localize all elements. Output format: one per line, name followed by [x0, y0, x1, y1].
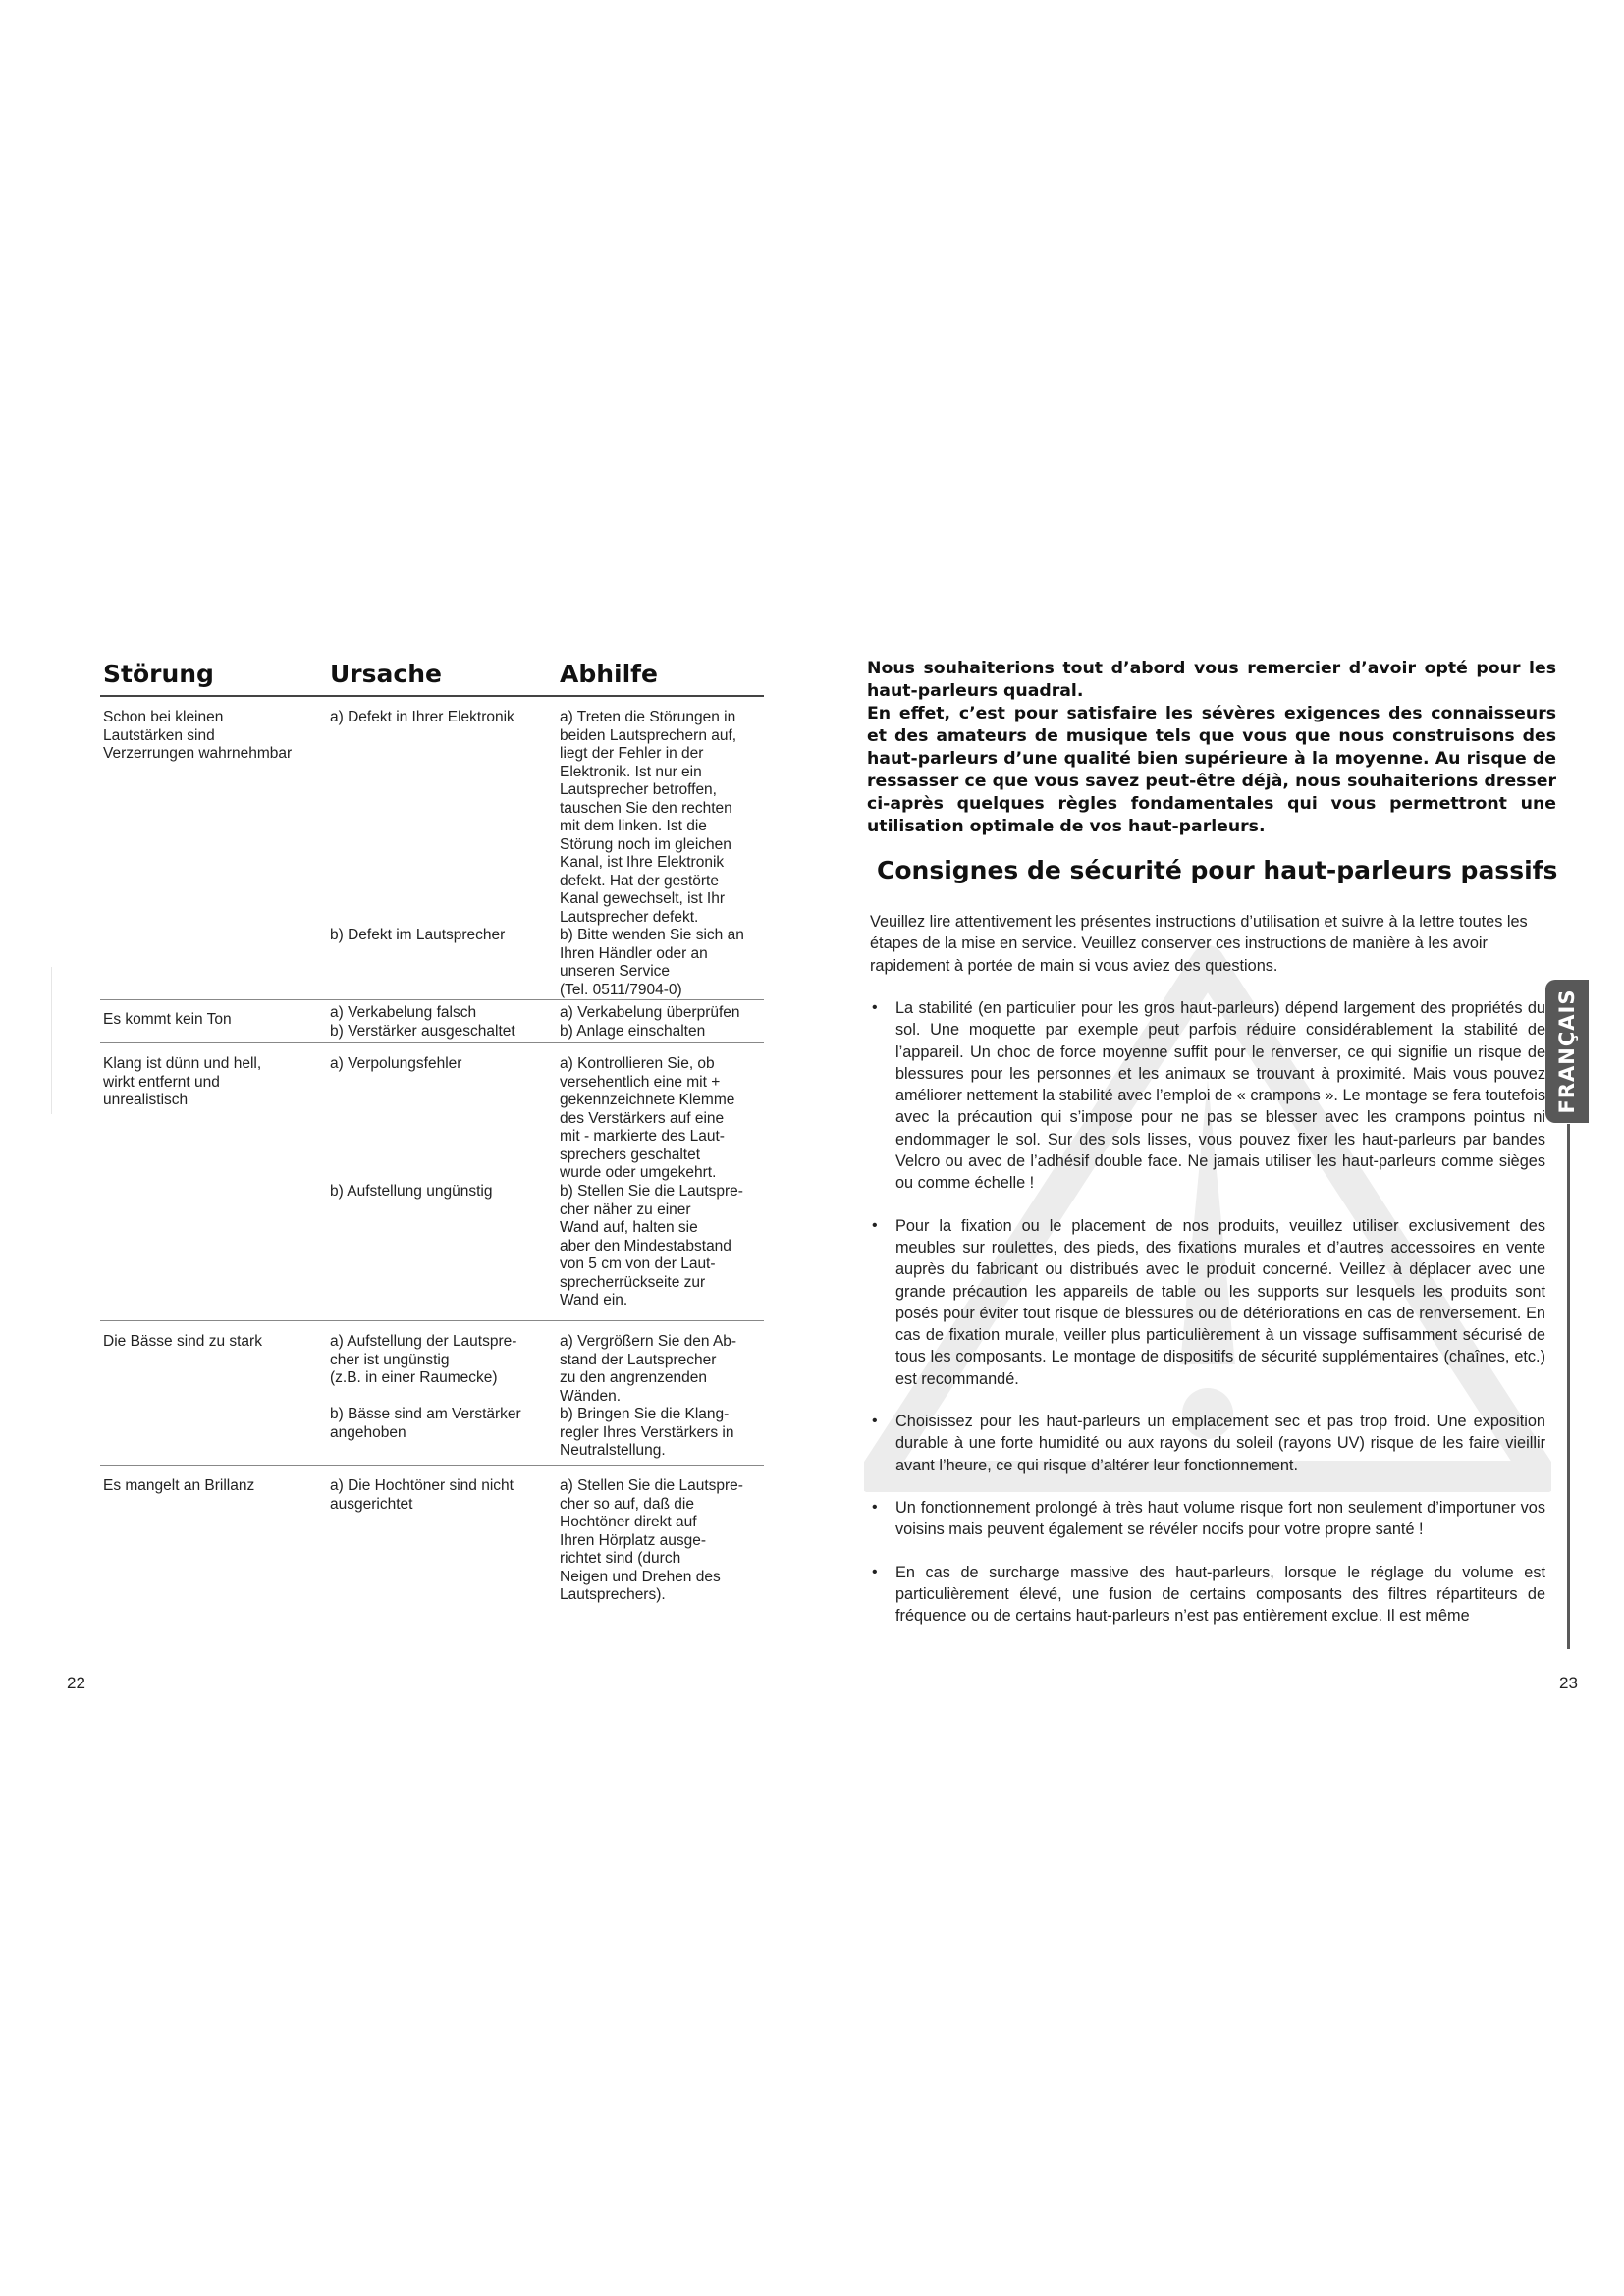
language-tab-label: FRANÇAIS [1555, 988, 1579, 1114]
language-tab [1545, 980, 1589, 1123]
table-row [100, 697, 764, 1000]
list-item [870, 1215, 1545, 1390]
list-item [870, 1497, 1545, 1541]
list-item [870, 1562, 1545, 1628]
symptom-cell: Klang ist dünn und hell, wirkt entfernt und unrealistisch [103, 1055, 262, 1108]
remedy-cell: b) Bringen Sie die Klang- regler Ihres Verstärkers in Neutralstellung. [560, 1406, 734, 1459]
table-row [100, 1321, 764, 1466]
cause-cell: b) Aufstellung ungünstig [330, 1183, 493, 1200]
remedy-cell: b) Bitte wenden Sie sich an Ihren Händler oder an unseren Service (Tel. 0511/7904-0) [560, 927, 744, 998]
intro-paragraph: En effet, c’est pour satisfaire les sévères exigences des connaisseurs et des amateurs de musique tels que vous que nous construisons des haut-parleurs d’une qualité bien supérieure à la moyenne. Au risque de ressasser ce que vous savez peut-être déjà, nous souhaiterions dresser ci-après quelques règles fondamentales qui vous permettront une utilisation optimale de vos haut-parleurs. [867, 704, 1556, 836]
bullet-text: En cas de surcharge massive des haut-parleurs, lorsque le réglage du volume est particulièrement élevé, une fusion de certains composants des filtres répartiteurs de fréquence ou de certains haut-parleurs n’est pas entièrement exclue. Il est même [895, 1563, 1545, 1626]
bullet-text: Un fonctionnement prolongé à très haut volume risque fort non seulement d’importuner vos voisins mais peuvent également se révéler nocifs pour votre propre santé ! [895, 1498, 1545, 1539]
cause-cell: a) Aufstellung der Lautspre- cher ist ungünstig (z.B. in einer Raumecke) [330, 1333, 517, 1386]
cause-cell: a) Verkabelung falsch b) Verstärker ausgeschaltet [330, 1004, 515, 1040]
section-title: Consignes de sécurité pour haut-parleurs passifs [877, 856, 1558, 884]
bullet-icon: • [872, 1498, 878, 1516]
bullet-icon: • [872, 999, 878, 1016]
symptom-cell: Schon bei kleinen Lautstärken sind Verzerrungen wahrnehmbar [103, 709, 293, 762]
page-number-right: 23 [1559, 1674, 1578, 1692]
troubleshooting-table [100, 656, 764, 1609]
bullet-icon: • [872, 1413, 878, 1430]
remedy-cell: a) Kontrollieren Sie, ob versehentlich eine mit + gekennzeichnete Klemme des Verstärkers auf eine mit - markierte des Laut- sprechers geschaltet wurde oder umgekehrt. [560, 1055, 735, 1181]
symptom-cell: Die Bässe sind zu stark [103, 1333, 262, 1350]
page-number-left: 22 [67, 1674, 85, 1692]
bullet-text: Pour la fixation ou le placement de nos produits, veuillez utiliser exclusivement des meubles sur roulettes, des pieds, des fixations murales et d’autres accessoires en vente auprès du fabricant ou distribués avec le produit concerné. Veillez à déplacer avec une grande précaution les appareils de table ou les supports sur lesquels les produits sont posés pour éviter tout risque de blessures ou de détériorations en cas de renversement. En cas de fixation murale, veiller plus particulièrement à un vissage suffisamment sécurisé de tous les composants. Le montage de dispositifs de sécurité supplémentaires (chaînes, etc.) est recommandé. [895, 1216, 1545, 1388]
cause-cell: b) Bässe sind am Verstärker angehoben [330, 1406, 521, 1441]
table-row [100, 1043, 764, 1321]
cause-cell: a) Die Hochtöner sind nicht ausgerichtet [330, 1477, 514, 1513]
remedy-cell: a) Treten die Störungen in beiden Lautsprechern auf, liegt der Fehler in der Elektronik. Ist nur ein Lautsprecher betroffen, tauschen Sie den rechten mit dem linken. Ist die Störung noch im gleichen Kanal, ist Ihre Elektronik defekt. Hat der gestörte Kanal gewechselt, ist Ihr Lautsprecher defekt. [560, 709, 737, 926]
safety-bullet-list [870, 997, 1545, 1647]
header-symptom: Störung [103, 660, 214, 688]
bullet-text: La stabilité (en particulier pour les gros haut-parleurs) dépend largement des propriétés du sol. Une moquette par exemple peut parfois réduire considérablement la stabilité de l’appareil. Un choc de force moyenne suffit pour le renverser, ce qui signifie un risque de blessures pour les personnes et les animaux se trouvant à proximité. Mais vous pouvez améliorer nettement la stabilité avec l’emploi de « crampons ». Le montage se fera toutefois avec la précaution qui s’impose pour ne pas se blesser avec les crampons pointus ni endommager le sol. Sur des sols lisses, vous pouvez fixer les haut-parleurs par bandes Velcro ou avec de l’adhésif double face. Ne jamais utiliser les haut-parleurs comme sièges ou comme échelle ! [895, 999, 1545, 1193]
lead-paragraph: Veuillez lire attentivement les présentes instructions d’utilisation et suivre à la lettre toutes les étapes de la mise en service. Veuillez conserver ces instructions de manière à les avoir rapidement à portée de main si vous aviez des questions. [870, 913, 1528, 975]
bullet-icon: • [872, 1563, 878, 1580]
cause-cell: a) Defekt in Ihrer Elektronik [330, 709, 514, 725]
remedy-cell: a) Vergrößern Sie den Ab- stand der Lautsprecher zu den angrenzenden Wänden. [560, 1333, 737, 1405]
margin-mark [51, 967, 52, 1114]
side-rule [1567, 1124, 1570, 1649]
remedy-cell: b) Stellen Sie die Lautspre- cher näher zu einer Wand auf, halten sie aber den Mindestabstand von 5 cm von der Laut- sprecherrückseite zur Wand ein. [560, 1183, 743, 1308]
bullet-text: Choisissez pour les haut-parleurs un emplacement sec et pas trop froid. Une exposition durable à une forte humidité ou aux rayons du soleil (rayons UV) risque de les faire vieillir avant l’heure, ce qui risque d’altérer leur fonctionnement. [895, 1413, 1545, 1474]
cause-cell: a) Verpolungsfehler [330, 1055, 462, 1072]
table-row [100, 1000, 764, 1043]
symptom-cell: Es mangelt an Brillanz [103, 1477, 255, 1494]
list-item [870, 1411, 1545, 1476]
intro-paragraph: Nous souhaiterions tout d’abord vous remercier d’avoir opté pour les haut-parleurs quadral. [867, 659, 1556, 701]
table-row [100, 1466, 764, 1609]
header-cause: Ursache [330, 660, 442, 688]
bullet-icon: • [872, 1216, 878, 1234]
symptom-cell: Es kommt kein Ton [103, 1011, 232, 1028]
cause-cell: b) Defekt im Lautsprecher [330, 927, 506, 943]
header-remedy: Abhilfe [560, 660, 659, 688]
remedy-cell: a) Verkabelung überprüfen b) Anlage einschalten [560, 1004, 740, 1040]
table-header [100, 656, 764, 697]
remedy-cell: a) Stellen Sie die Lautspre- cher so auf, daß die Hochtöner direkt auf Ihren Hörplatz ausge- richtet sind (durch Neigen und Drehen des Lautsprechers). [560, 1477, 743, 1603]
intro-text [867, 658, 1556, 838]
list-item [870, 997, 1545, 1195]
